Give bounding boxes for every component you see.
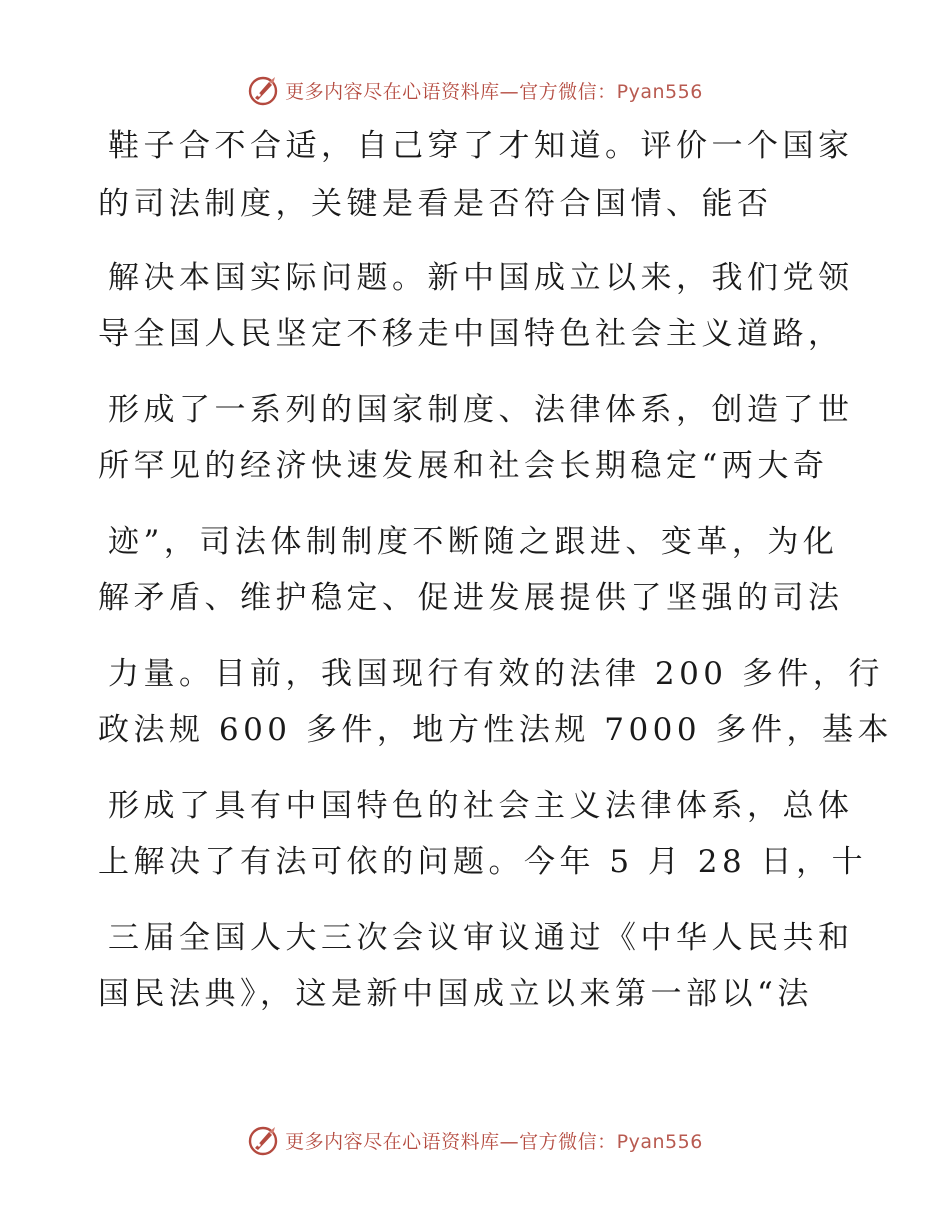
footer-banner-label: 更多内容尽在心语资料库—官方微信： (285, 1130, 617, 1153)
text-line: 国民法典》，这是新中国成立以来第一部以“法 (98, 976, 813, 1012)
text-line: 政法规 600 多件，地方性法规 7000 多件，基本 (98, 712, 893, 748)
quill-pen-logo-icon (247, 1124, 279, 1156)
text-line: 三届全国人大三次会议审议通过《中华人民共和 (108, 920, 854, 956)
footer-banner-text (285, 1127, 703, 1154)
footer-banner (0, 1120, 950, 1160)
header-banner-text (285, 77, 703, 104)
text-line: 迹”，司法体制制度不断随之跟进、变革，为化 (108, 524, 839, 560)
text-line: 力量。目前，我国现行有效的法律 200 多件，行 (108, 656, 884, 692)
header-banner-label: 更多内容尽在心语资料库—官方微信： (285, 80, 617, 103)
text-line: 形成了一系列的国家制度、法律体系，创造了世 (108, 392, 854, 428)
text-line: 导全国人民坚定不移走中国特色社会主义道路， (98, 316, 844, 352)
header-wechat-handle: Pyan556 (616, 80, 703, 103)
quill-pen-logo-icon (247, 74, 279, 106)
text-line: 的司法制度，关键是看是否符合国情、能否 (98, 186, 773, 222)
text-line: 解决本国实际问题。新中国成立以来，我们党领 (108, 260, 854, 296)
header-banner (0, 70, 950, 110)
text-line: 上解决了有法可依的问题。今年 5 月 28 日，十 (98, 844, 868, 880)
text-line: 形成了具有中国特色的社会主义法律体系，总体 (108, 788, 854, 824)
footer-wechat-handle: Pyan556 (616, 1130, 703, 1153)
text-line: 所罕见的经济快速发展和社会长期稳定“两大奇 (98, 448, 829, 484)
text-line: 解矛盾、维护稳定、促进发展提供了坚强的司法 (98, 580, 844, 616)
text-line: 鞋子合不合适，自己穿了才知道。评价一个国家 (108, 128, 854, 164)
